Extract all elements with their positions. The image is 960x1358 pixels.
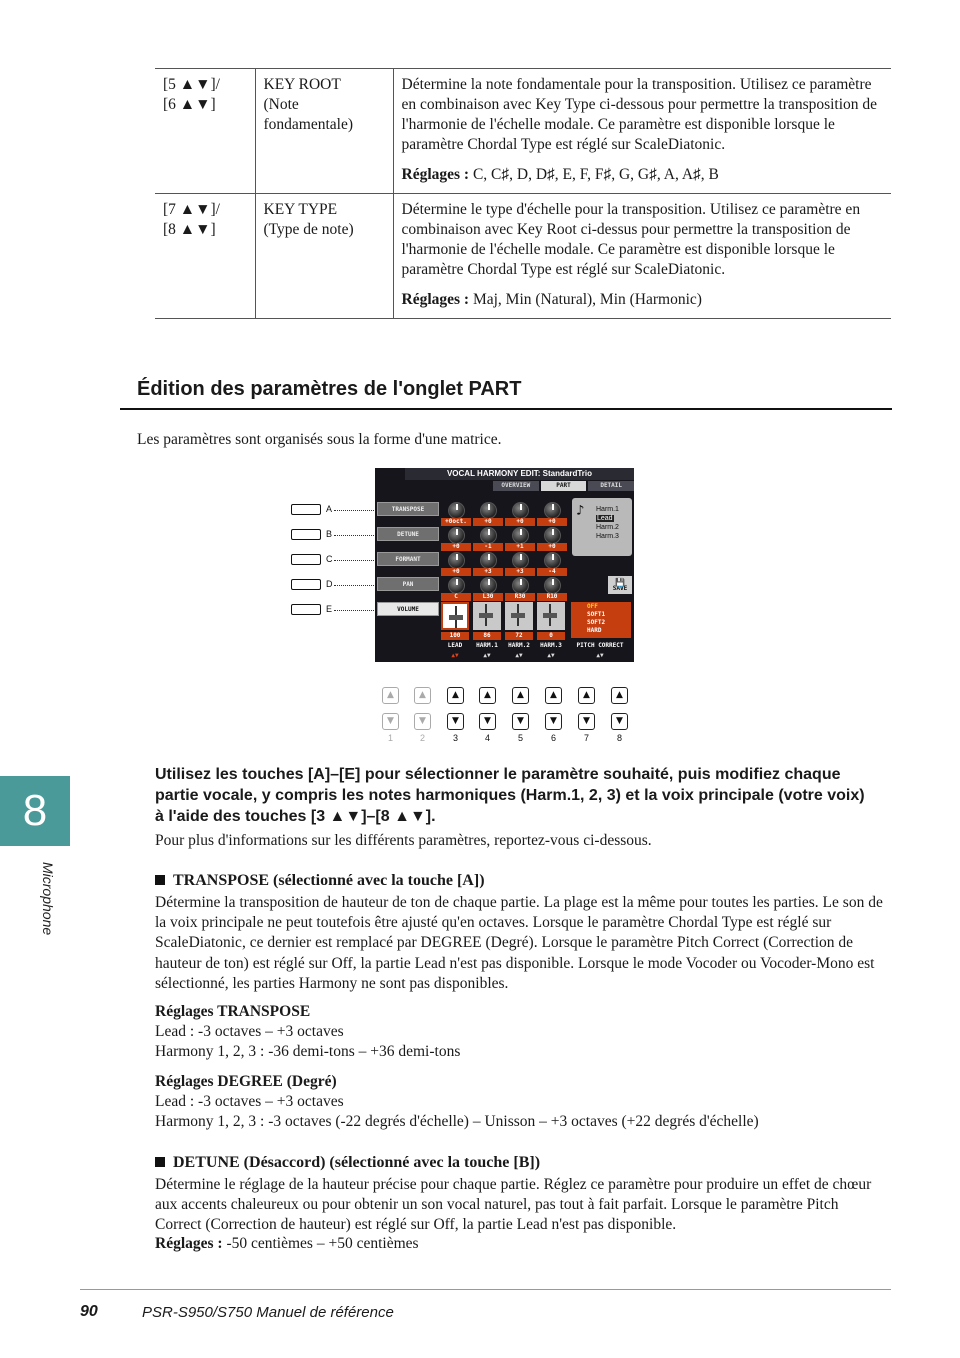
button-3-down[interactable]: ▼ [447, 713, 464, 730]
knob-row-pan [441, 575, 569, 600]
transpose-settings-title: Réglages TRANSPOSE [155, 1003, 311, 1020]
degree-settings-title: Réglages DEGREE (Degré) [155, 1073, 337, 1090]
button-c-icon [291, 554, 321, 565]
instruction-text: Utilisez les touches [A]–[E] pour sélectionner le paramètre souhaité, puis modifiez chaque partie vocale, y compris les notes harmoniques (Harm.1, 2, 3) et la voix principale (votre voix) à l'aide des touches [3 ▲▼]–[8 ▲▼]. [155, 766, 865, 825]
param-name: KEY TYPE [263, 201, 338, 218]
knob-value: C [441, 593, 471, 601]
save-button[interactable]: 💾 SAVE [608, 576, 632, 594]
square-bullet-icon [155, 875, 165, 885]
button-4-up[interactable]: ▲ [479, 687, 496, 704]
button-number: 2 [419, 733, 425, 743]
key-label: [5 ▲▼]/ [163, 76, 220, 93]
knob-value: +0 [537, 543, 567, 551]
knob-value: R10 [537, 593, 567, 601]
transpose-heading [155, 872, 485, 890]
fader-value: 0 [537, 632, 565, 640]
button-d-icon [291, 579, 321, 590]
button-7-up[interactable]: ▲ [578, 687, 595, 704]
menu-detune[interactable]: DETUNE [377, 527, 439, 541]
up-down-arrows-icon: ▲▼ [451, 652, 459, 659]
key-label: [6 ▲▼] [163, 96, 216, 113]
pitch-option-selected[interactable]: OFF [587, 603, 598, 610]
degree-setting-line: Harmony 1, 2, 3 : -3 octaves (-22 degrés d'échelle) – Unisson – +3 octaves (+22 degrés d'échelle) [155, 1113, 759, 1130]
knob-row-transpose [441, 500, 569, 525]
fader-handle[interactable] [543, 613, 557, 618]
param-name: (Note [263, 96, 299, 113]
table-row [155, 69, 891, 194]
button-number: 5 [517, 733, 523, 743]
detune-body: Détermine le réglage de la hauteur précise pour chaque partie. Réglez ce paramètre pour produire un effet de chœur aux accents chaleureux ou pour obtenir un son vocal naturel, pas tout à fait parfait. Lorsque le paramètre Pitch Correct (Correction de hauteur) est réglé sur Off, la partie Lead n'est pas disponible. [155, 1176, 872, 1234]
fader-values [441, 632, 569, 640]
leader-line [334, 610, 374, 611]
knob-value: +0 [441, 568, 471, 576]
knob-icon[interactable] [448, 577, 465, 594]
button-number: 4 [484, 733, 490, 743]
screen-title: VOCAL HARMONY EDIT: StandardTrio [405, 468, 634, 480]
tab-detail[interactable]: DETAIL [588, 481, 634, 491]
table-row [155, 194, 891, 319]
knob-row-formant [441, 550, 569, 575]
settings-text [402, 165, 884, 185]
button-number: 8 [616, 733, 622, 743]
fader-handle[interactable] [449, 615, 463, 620]
section-title: Édition des paramètres de l'onglet PART [137, 378, 522, 400]
button-1-down[interactable]: ▼ [382, 713, 399, 730]
part-label-selected: Lead [597, 515, 613, 522]
keys-cell [155, 194, 255, 319]
detune-settings [155, 1235, 419, 1253]
fader-handle[interactable] [479, 613, 493, 618]
up-down-arrows-icon: ▲▼ [596, 652, 604, 659]
key-label: [7 ▲▼]/ [163, 201, 220, 218]
knob-value: +3 [505, 568, 535, 576]
knob-icon[interactable] [544, 502, 561, 519]
knob-value: +3 [473, 568, 503, 576]
part-label: Harm.3 [596, 533, 619, 540]
button-4-down[interactable]: ▼ [479, 713, 496, 730]
settings-value: C, C♯, D, D♯, E, F, F♯, G, G♯, A, A♯, B [469, 166, 719, 183]
knob-icon[interactable] [448, 552, 465, 569]
button-2-down[interactable]: ▼ [414, 713, 431, 730]
knob-icon[interactable] [480, 502, 497, 519]
part-indicator-panel [572, 498, 632, 556]
part-label-lead-row [596, 514, 619, 523]
fader-harm1[interactable] [473, 602, 501, 630]
callout-label: E [326, 604, 333, 614]
pitch-option[interactable]: SOFT1 [587, 611, 606, 618]
leader-line [334, 510, 374, 511]
knob-icon[interactable] [544, 527, 561, 544]
column-label: PITCH CORRECT [576, 642, 624, 649]
menu-volume[interactable]: VOLUME [377, 602, 439, 616]
transpose-heading-text: TRANSPOSE (sélectionné avec la touche [A]) [173, 872, 485, 889]
button-5-up[interactable]: ▲ [512, 687, 529, 704]
footer-title: PSR-S950/S750 Manuel de référence [142, 1304, 394, 1321]
knob-value: +0 [537, 518, 567, 526]
settings-value: -50 centièmes – +50 centièmes [222, 1235, 419, 1252]
knob-value: R30 [505, 593, 535, 601]
knob-value: +0 [441, 543, 471, 551]
button-b-icon [291, 529, 321, 540]
settings-label: Réglages : [401, 291, 470, 308]
button-e-icon [291, 604, 321, 615]
page-number: 90 [80, 1303, 98, 1320]
more-info-text: Pour plus d'informations sur les différents paramètres, reportez-vous ci-dessous. [155, 832, 652, 849]
knob-icon[interactable] [512, 552, 529, 569]
fader-value: 72 [505, 632, 533, 640]
part-label: Harm.1 [596, 506, 619, 513]
settings-label: Réglages : [155, 1235, 223, 1252]
fader-harm2[interactable] [505, 602, 533, 630]
tab-overview[interactable]: OVERVIEW [493, 481, 539, 491]
button-2-up[interactable]: ▲ [414, 687, 431, 704]
callout-label: B [326, 529, 333, 539]
param-name: fondamentale) [263, 116, 354, 133]
up-down-arrows-icon: ▲▼ [547, 652, 555, 659]
transpose-body: Détermine la transposition de hauteur de ton de chaque partie. La plage est la même pour toutes les parties. Le son de la voix principale ne peut toutefois être ajusté qu'en octaves. Lorsque le paramètre Chordal Type est réglé sur ScaleDiatonic, ce dernier est remplacé par DEGREE (Degré). Lorsque le paramètre Pitch Correct (Correction de hauteur de ton) est réglé sur Off, la partie Lead n'est pas disponible. Lorsque le mode Vocoder ou Vocoder-Mono est sélectionné, les parties Harmony ne sont pas disponibles. [155, 894, 883, 992]
knob-row-detune [441, 525, 569, 550]
button-number: 1 [387, 733, 393, 743]
param-name-cell [255, 194, 393, 319]
menu-pan[interactable]: PAN [377, 577, 439, 591]
param-name: (Type de note) [263, 221, 354, 238]
tab-part[interactable]: PART [541, 481, 587, 491]
button-1-up[interactable]: ▲ [382, 687, 399, 704]
column-arrows [441, 652, 633, 661]
button-number: 6 [550, 733, 556, 743]
knob-icon[interactable] [448, 502, 465, 519]
leader-line [334, 535, 374, 536]
column-label: HARM.3 [540, 642, 562, 649]
footer-divider [80, 1289, 891, 1290]
knob-icon[interactable] [480, 577, 497, 594]
section-divider [120, 408, 892, 410]
leader-line [334, 585, 374, 586]
lcd-screen [375, 468, 634, 662]
fader-harm3[interactable] [537, 602, 565, 630]
description-cell [393, 194, 891, 319]
description-cell [393, 69, 891, 194]
fader-handle[interactable] [511, 613, 525, 618]
button-7-down[interactable]: ▼ [578, 713, 595, 730]
settings-text [402, 290, 884, 310]
column-label: HARM.1 [476, 642, 498, 649]
knob-icon[interactable] [448, 527, 465, 544]
music-note-icon: ♪ [576, 503, 585, 519]
callout-label: A [326, 504, 333, 514]
button-8-down[interactable]: ▼ [611, 713, 628, 730]
pitch-correct-options[interactable] [571, 602, 631, 638]
fader-lead[interactable] [441, 602, 469, 630]
knob-grid [441, 500, 569, 600]
up-down-arrows-icon: ▲▼ [483, 652, 491, 659]
button-number: 7 [583, 733, 589, 743]
column-label: HARM.2 [508, 642, 530, 649]
menu-formant[interactable]: FORMANT [377, 552, 439, 566]
knob-value: -4 [537, 568, 567, 576]
keys-cell [155, 69, 255, 194]
description-text: Détermine la note fondamentale pour la transposition. Utilisez ce paramètre en combinaison avec Key Type ci-dessous pour permettre la transposition de l'harmonie de l'échelle modale. Ce paramètre est disponible lorsque le paramètre Chordal Type est réglé sur ScaleDiatonic. [401, 76, 878, 153]
transpose-setting-line: Lead : -3 octaves – +3 octaves [155, 1023, 344, 1040]
knob-icon[interactable] [512, 577, 529, 594]
pitch-option[interactable]: HARD [587, 627, 602, 634]
button-8-up[interactable]: ▲ [611, 687, 628, 704]
part-label: Harm.2 [596, 524, 619, 531]
button-6-down[interactable]: ▼ [545, 713, 562, 730]
button-3-up[interactable]: ▲ [447, 687, 464, 704]
pitch-option[interactable]: SOFT2 [587, 619, 606, 626]
knob-value: L30 [473, 593, 503, 601]
settings-value: Maj, Min (Natural), Min (Harmonic) [469, 291, 702, 308]
param-name: KEY ROOT [263, 76, 341, 93]
knob-value: +0 [505, 518, 535, 526]
button-6-up[interactable]: ▲ [545, 687, 562, 704]
key-label: [8 ▲▼] [163, 221, 216, 238]
volume-faders [441, 602, 569, 630]
parameter-table [155, 68, 891, 319]
button-number: 3 [452, 733, 458, 743]
screen-tabs [493, 481, 634, 491]
part-labels [596, 505, 619, 541]
detune-heading [155, 1154, 540, 1172]
leader-line [334, 560, 374, 561]
detune-heading-text: DETUNE (Désaccord) (sélectionné avec la touche [B]) [173, 1154, 541, 1171]
chapter-number: 8 [0, 776, 70, 846]
knob-icon[interactable] [512, 502, 529, 519]
callout-label: C [326, 554, 333, 564]
knob-icon[interactable] [544, 577, 561, 594]
chapter-label: Microphone [40, 862, 56, 936]
parameter-menu [377, 502, 439, 627]
part-column-labels [441, 642, 633, 651]
column-label: LEAD [447, 642, 463, 649]
settings-label: Réglages : [401, 166, 470, 183]
knob-icon[interactable] [480, 527, 497, 544]
menu-transpose[interactable]: TRANSPOSE [377, 502, 439, 516]
callout-label: D [326, 579, 333, 589]
button-5-down[interactable]: ▼ [512, 713, 529, 730]
knob-icon[interactable] [544, 552, 561, 569]
up-down-arrows-icon: ▲▼ [515, 652, 523, 659]
param-name-cell [255, 69, 393, 194]
knob-icon[interactable] [512, 527, 529, 544]
knob-icon[interactable] [480, 552, 497, 569]
knob-value: +0 [473, 518, 503, 526]
button-a-icon [291, 504, 321, 515]
knob-value: -1 [473, 543, 503, 551]
fader-value: 86 [473, 632, 501, 640]
fader-value: 100 [441, 632, 469, 640]
knob-value: +0oct. [441, 518, 471, 526]
degree-setting-line: Lead : -3 octaves – +3 octaves [155, 1093, 344, 1110]
transpose-setting-line: Harmony 1, 2, 3 : -36 demi-tons – +36 demi-tons [155, 1043, 461, 1060]
intro-text: Les paramètres sont organisés sous la forme d'une matrice. [137, 431, 502, 448]
knob-value: +1 [505, 543, 535, 551]
square-bullet-icon [155, 1157, 165, 1167]
description-text: Détermine le type d'échelle pour la transposition. Utilisez ce paramètre en combinaison avec Key Root ci-dessus pour permettre la transposition de l'harmonie de l'échelle modale. Ce paramètre est disponible lorsque le paramètre Chordal Type est réglé sur ScaleDiatonic. [401, 201, 861, 278]
